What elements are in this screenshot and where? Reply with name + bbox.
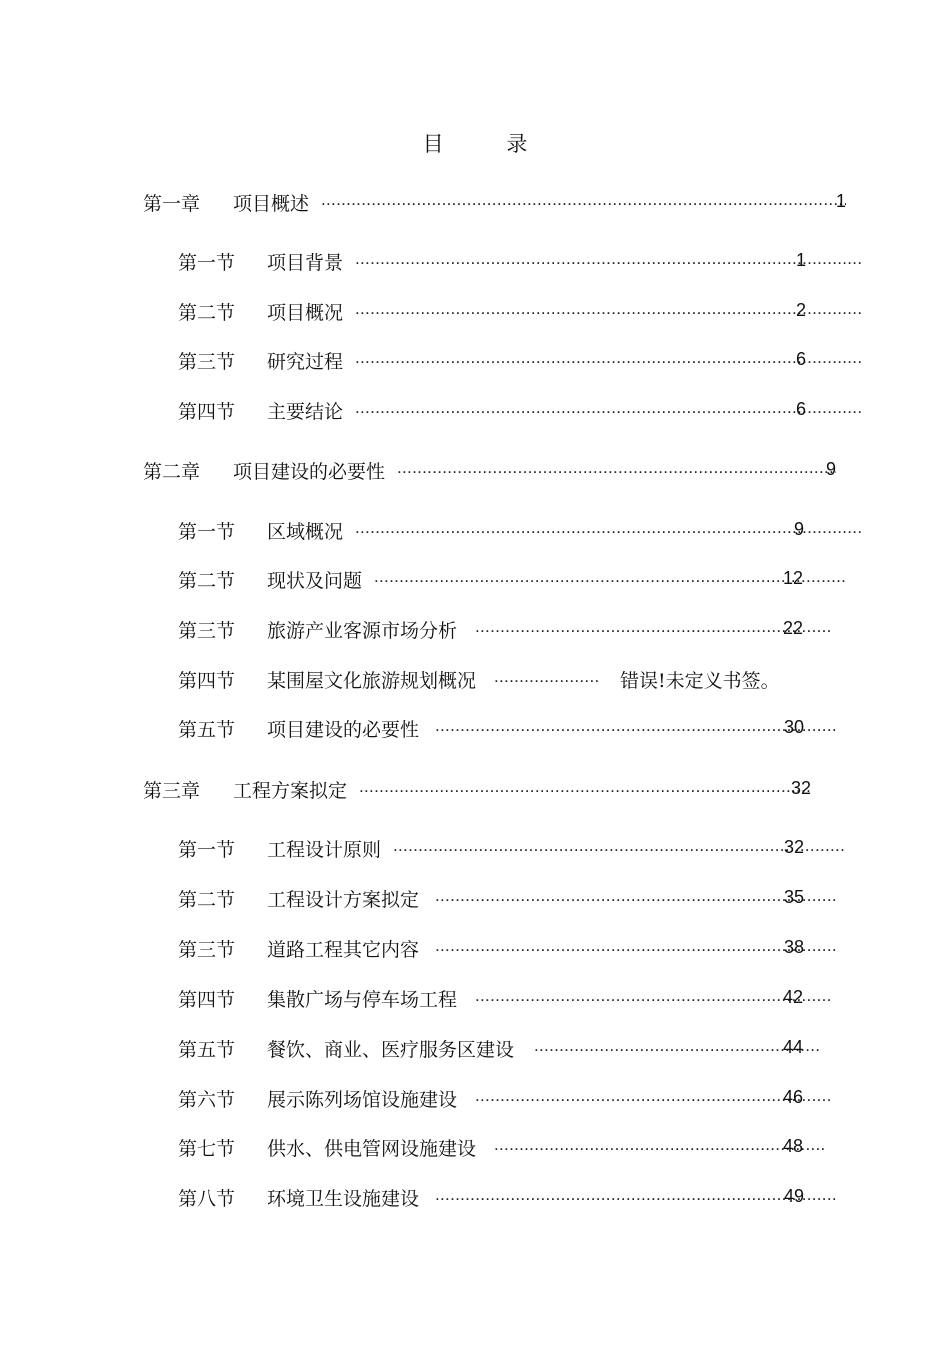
entry-page: 32 bbox=[784, 837, 805, 857]
entry-title: 区域概况 bbox=[267, 520, 344, 543]
entry-title: 项目建设的必要性 bbox=[267, 718, 420, 741]
dot-leader bbox=[355, 396, 863, 424]
dot-leader bbox=[355, 346, 863, 374]
entry-number: 第八节 bbox=[178, 1187, 236, 1210]
dot-leader bbox=[435, 1183, 837, 1211]
entry-page: 48 bbox=[783, 1136, 804, 1156]
entry-page: 12 bbox=[783, 568, 804, 588]
entry-page: 6 bbox=[796, 399, 807, 419]
entry-title: 某围屋文化旅游规划概况 bbox=[267, 669, 477, 692]
entry-title: 现状及问题 bbox=[267, 569, 363, 592]
toc-entry[interactable] bbox=[178, 565, 847, 593]
toc-entry[interactable] bbox=[143, 188, 846, 216]
entry-title: 展示陈列场馆设施建设 bbox=[267, 1088, 458, 1111]
page-title: 目 录 bbox=[422, 132, 556, 156]
entry-number: 第四节 bbox=[178, 669, 236, 692]
entry-page: 32 bbox=[790, 778, 811, 798]
entry-page: 1 bbox=[835, 191, 846, 211]
dot-leader bbox=[393, 834, 845, 862]
entry-page: 46 bbox=[783, 1087, 804, 1107]
entry-page: 49 bbox=[784, 1186, 805, 1206]
entry-title: 工程设计原则 bbox=[267, 838, 382, 861]
toc-entry[interactable] bbox=[178, 834, 845, 862]
toc-entry[interactable] bbox=[178, 884, 837, 912]
entry-title: 旅游产业客源市场分析 bbox=[267, 619, 458, 642]
dot-leader bbox=[435, 714, 837, 742]
entry-number: 第三节 bbox=[178, 619, 236, 642]
entry-page: 9 bbox=[794, 519, 805, 539]
toc-entry[interactable] bbox=[178, 1034, 819, 1062]
toc-entry[interactable] bbox=[178, 714, 837, 742]
entry-number: 第一节 bbox=[178, 520, 236, 543]
dot-leader bbox=[534, 1034, 819, 1062]
toc-entry[interactable] bbox=[178, 247, 863, 275]
entry-number: 第一章 bbox=[143, 192, 201, 215]
entry-number: 第二节 bbox=[178, 301, 236, 324]
entry-title: 主要结论 bbox=[267, 400, 344, 423]
entry-page: 1 bbox=[796, 250, 807, 270]
entry-number: 第一节 bbox=[178, 251, 236, 274]
entry-number: 第五节 bbox=[178, 1038, 236, 1061]
dot-leader bbox=[359, 775, 811, 803]
toc-entry[interactable] bbox=[178, 1084, 830, 1112]
dot-leader bbox=[494, 1133, 826, 1161]
entry-page-error: 错误!未定义书签。 bbox=[620, 670, 780, 692]
toc-entry[interactable] bbox=[178, 1133, 826, 1161]
dot-leader bbox=[435, 884, 837, 912]
toc-entry[interactable] bbox=[178, 1183, 837, 1211]
dot-leader bbox=[435, 934, 837, 962]
entry-page: 6 bbox=[796, 349, 807, 369]
entry-number: 第七节 bbox=[178, 1137, 236, 1160]
toc-entry[interactable] bbox=[178, 934, 837, 962]
entry-page: 2 bbox=[796, 300, 807, 320]
toc-entry[interactable] bbox=[178, 665, 796, 693]
entry-title: 道路工程其它内容 bbox=[267, 938, 420, 961]
entry-number: 第六节 bbox=[178, 1088, 236, 1111]
entry-page: 9 bbox=[825, 459, 836, 479]
entry-number: 第二节 bbox=[178, 569, 236, 592]
entry-page: 30 bbox=[784, 717, 805, 737]
entry-title: 项目背景 bbox=[267, 251, 344, 274]
entry-number: 第三节 bbox=[178, 938, 236, 961]
entry-title: 餐饮、商业、医疗服务区建设 bbox=[267, 1038, 515, 1061]
toc-entry[interactable] bbox=[178, 516, 863, 544]
entry-number: 第一节 bbox=[178, 838, 236, 861]
toc-entry[interactable] bbox=[143, 456, 836, 484]
entry-number: 第二章 bbox=[143, 460, 201, 483]
dot-leader bbox=[321, 188, 846, 216]
entry-number: 第三章 bbox=[143, 779, 201, 802]
entry-page: 22 bbox=[783, 618, 804, 638]
entry-title: 项目建设的必要性 bbox=[233, 460, 386, 483]
entry-title: 研究过程 bbox=[267, 350, 344, 373]
entry-page: 42 bbox=[783, 987, 804, 1007]
toc-entry[interactable] bbox=[178, 297, 863, 325]
entry-number: 第二节 bbox=[178, 888, 236, 911]
dot-leader bbox=[355, 247, 863, 275]
toc-entry[interactable] bbox=[178, 984, 830, 1012]
toc-entry[interactable] bbox=[143, 775, 811, 803]
entry-page: 38 bbox=[784, 937, 805, 957]
entry-page: 35 bbox=[784, 887, 805, 907]
dot-leader bbox=[374, 565, 847, 593]
toc-entry[interactable] bbox=[178, 615, 830, 643]
dot-leader bbox=[355, 516, 863, 544]
entry-title: 项目概况 bbox=[267, 301, 344, 324]
entry-title: 工程方案拟定 bbox=[233, 779, 348, 802]
dot-leader bbox=[475, 984, 830, 1012]
dot-leader bbox=[475, 615, 830, 643]
toc-entry[interactable] bbox=[178, 396, 863, 424]
entry-number: 第五节 bbox=[178, 718, 236, 741]
entry-title: 环境卫生设施建设 bbox=[267, 1187, 420, 1210]
entry-title: 项目概述 bbox=[233, 192, 310, 215]
dot-leader bbox=[494, 665, 598, 693]
entry-title: 工程设计方案拟定 bbox=[267, 888, 420, 911]
entry-number: 第四节 bbox=[178, 400, 236, 423]
entry-number: 第三节 bbox=[178, 350, 236, 373]
dot-leader bbox=[397, 456, 836, 484]
dot-leader bbox=[355, 297, 863, 325]
entry-title: 供水、供电管网设施建设 bbox=[267, 1137, 477, 1160]
entry-page: 44 bbox=[783, 1037, 804, 1057]
toc-entry[interactable] bbox=[178, 346, 863, 374]
entry-number: 第四节 bbox=[178, 988, 236, 1011]
entry-title: 集散广场与停车场工程 bbox=[267, 988, 458, 1011]
dot-leader bbox=[475, 1084, 830, 1112]
